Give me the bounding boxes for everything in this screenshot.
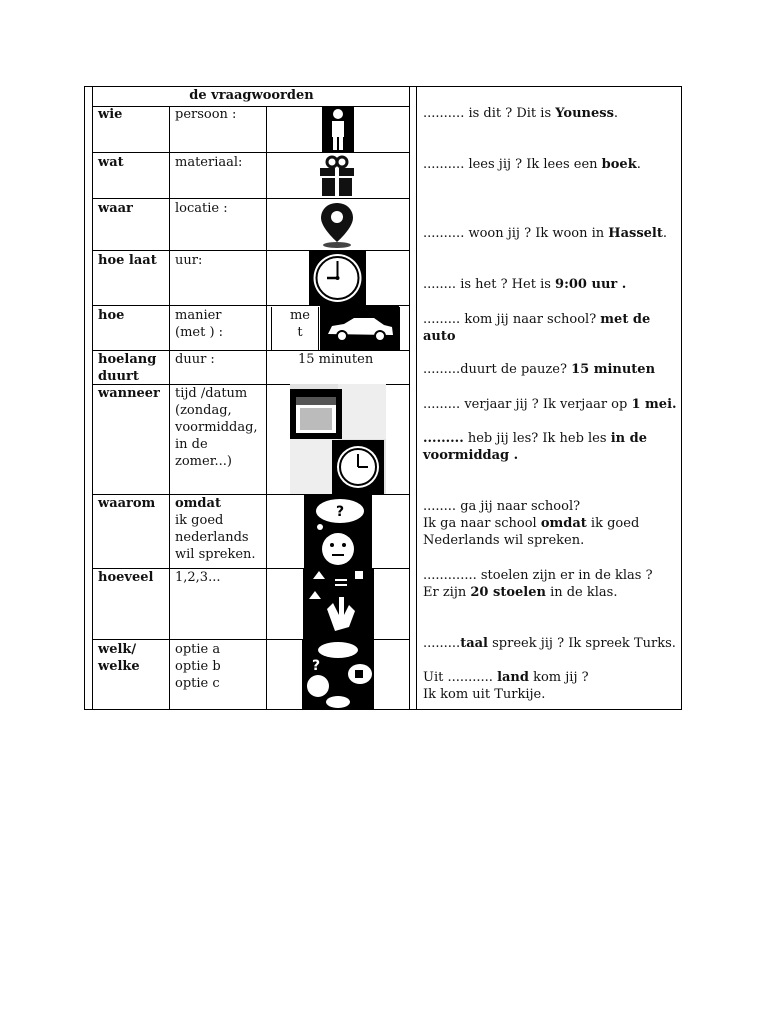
table-border [318, 307, 319, 351]
term-hoe-laat: hoe laat [98, 253, 157, 268]
table-border [92, 87, 93, 709]
meaning-wanneer: tijd /datum (zondag, voormiddag, in de zomer...) [175, 386, 258, 469]
sentence-hoe: ......... kom jij naar school? met de auto [423, 312, 651, 344]
meaning-wat: materiaal: [175, 155, 243, 170]
location-pin-icon [312, 199, 362, 250]
meaning-welk: optie a optie b optie c [175, 642, 221, 691]
term-waarom: waarom [98, 496, 156, 511]
term-wat: wat [98, 155, 124, 170]
table-border [409, 87, 410, 709]
meaning-hoe: manier (met ) : [175, 308, 224, 340]
table-border [93, 198, 410, 199]
clock-icon [309, 251, 366, 305]
term-wie: wie [98, 107, 123, 122]
thinking-face-icon [304, 495, 372, 568]
meaning-waarom: omdat ik goed nederlands wil spreken. [175, 496, 256, 562]
meaning-hoeveel: 1,2,3... [175, 570, 221, 585]
vocabulary-worksheet [84, 86, 682, 710]
sentence-duur: .........duurt de pauze? 15 minuten [423, 362, 656, 377]
table-border [416, 87, 417, 709]
sentence-welk-2: Uit ........... land kom jij ? Ik kom uit Turkije. [423, 670, 589, 702]
term-welk: welk/ welke [98, 642, 140, 674]
sentence-wanneer-1: ......... verjaar jij ? Ik verjaar op 1 mei. [423, 397, 677, 412]
term-waar: waar [98, 201, 133, 216]
term-hoe: hoe [98, 308, 125, 323]
person-icon [322, 106, 354, 152]
choice-thought-icon [302, 640, 374, 709]
sentence-welk: .........taal spreek jij ? Ik spreek Turks. [423, 636, 676, 651]
term-hoeveel: hoeveel [98, 570, 154, 585]
gift-icon [315, 153, 359, 198]
sentence-wie: .......... is dit ? Dit is Youness. [423, 106, 619, 121]
table-border [93, 152, 410, 153]
sentence-wat: .......... lees jij ? Ik lees een boek. [423, 157, 641, 172]
table-border [399, 307, 400, 351]
calendar-icon [290, 384, 386, 494]
table-border [93, 709, 410, 710]
sentence-wanneer-2: ......... heb jij les? Ik heb les in de voormiddag . [423, 431, 647, 463]
note-met: me t [289, 308, 311, 340]
sentence-waarom: ........ ga jij naar school? Ik ga naar school omdat ik goed Nederlands wil spreken. [423, 499, 640, 548]
meaning-hoe-laat: uur: [175, 253, 203, 268]
table-border [271, 307, 272, 351]
meaning-waar: locatie : [175, 201, 228, 216]
note-15-minuten: 15 minuten [298, 352, 374, 367]
sentence-waar: .......... woon jij ? Ik woon in Hasselt. [423, 226, 667, 241]
table-border [93, 106, 410, 107]
svg-text:?: ? [335, 504, 345, 520]
table-title: de vraagwoorden [189, 88, 314, 103]
svg-text:?: ? [312, 658, 321, 674]
sentence-hoeveel: ............. stoelen zijn er in de klas ? Er zijn 20 stoelen in de klas. [423, 568, 653, 600]
meaning-duur: duur : [175, 352, 215, 367]
counting-hand-icon [303, 569, 374, 639]
sentence-hoe-laat: ........ is het ? Het is 9:00 uur . [423, 277, 627, 292]
term-hoelang-duurt: hoelang duurt [98, 352, 157, 384]
car-icon [320, 306, 399, 350]
meaning-wie: persoon : [175, 107, 237, 122]
term-wanneer: wanneer [98, 386, 160, 401]
